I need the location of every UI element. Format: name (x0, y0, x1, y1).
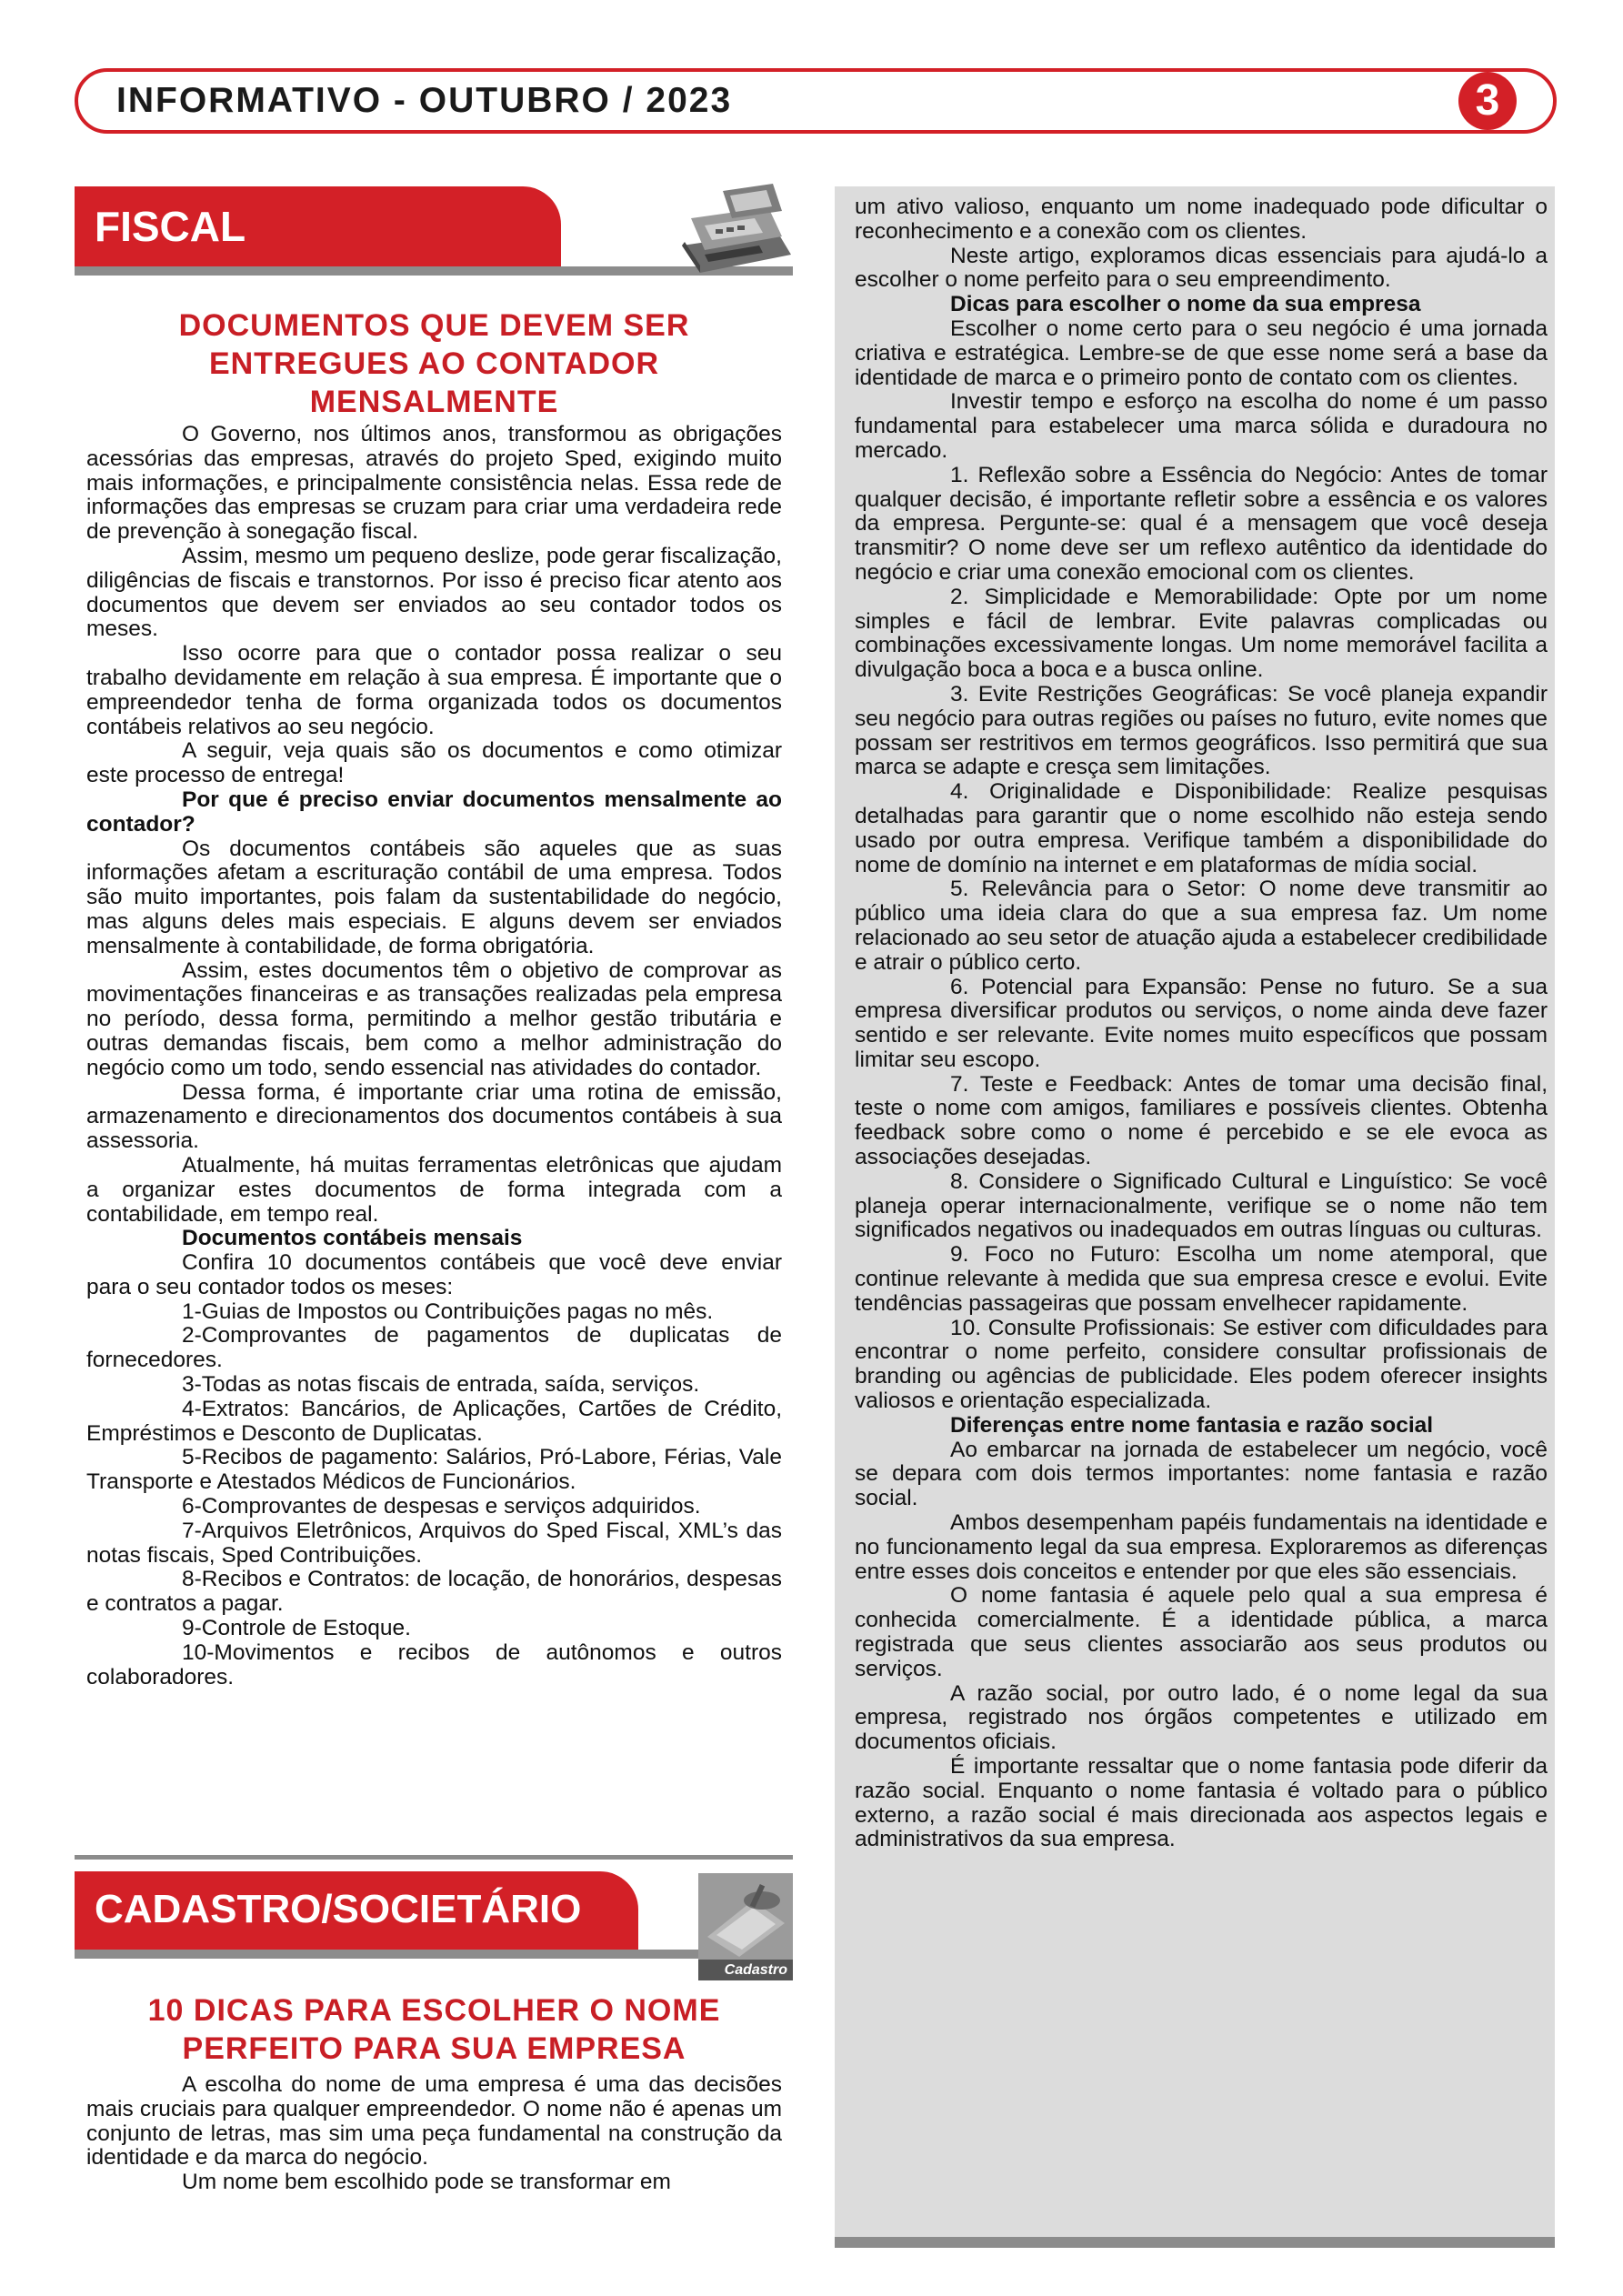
subheading: Por que é preciso enviar documentos mensalmente ao contador? (86, 787, 782, 837)
section-tab-fiscal (75, 186, 561, 266)
cadastro-icon-caption: Cadastro (698, 1960, 793, 1980)
list-item: 6. Potencial para Expansão: Pense no futuro. Se a sua empresa diversificar produtos ou serviços, o nome ainda deve fazer sentido e ser relevante. Evite nomes muito específicos que possam limitar seu escopo. (855, 974, 1548, 1072)
paragraph: Escolher o nome certo para o seu negócio é uma jornada criativa e estratégica. Lembre-se de que esse nome será a base da identidade de marca e o primeiro ponto de contato com os clientes. (855, 316, 1548, 390)
paragraph: Um nome bem escolhido pode se transformar em (182, 2170, 671, 2195)
subheading: Diferenças entre nome fantasia e razão social (950, 1412, 1434, 1438)
section-label-fiscal: FISCAL (95, 203, 246, 250)
subheading: Documentos contábeis mensais (182, 1226, 523, 1251)
list-item: 9-Controle de Estoque. (182, 1616, 411, 1641)
section-divider-cadastro (75, 1950, 793, 1959)
cadastro-article-body-right (855, 196, 1548, 1852)
list-item: 9. Foco no Futuro: Escolha um nome atemporal, que continue relevante à medida que sua empresa cresce e evolui. Evite tendências passageiras que possam envelhecer rapidamente. (855, 1242, 1548, 1316)
paragraph: O Governo, nos últimos anos, transformou as obrigações acessórias das empresas, através do projeto Sped, exigindo muito mais informações, e principalmente consistência nelas. Essa rede de informações das empresas se cruzam para criar uma verdadeira rede de prevenção à sonegação fiscal. (86, 422, 782, 545)
paragraph: Neste artigo, exploramos dicas essenciais para ajudá-lo a escolher o nome perfeito para o seu empreendimento. (855, 243, 1548, 293)
paragraph: Os documentos contábeis são aqueles que as suas informações afetam a escrituração contábil de uma empresa. Todos são muito importantes, pois falam da sustentabilidade do negócio, mas alguns deles mais especiais. E alguns devem ser enviados mensalmente à contabilidade, de forma obrigatória. (86, 836, 782, 958)
list-item: 2. Simplicidade e Memorabilidade: Opte por um nome simples e fácil de lembrar. Evite palavras complicadas ou combinações excessivamente longas. Um nome memorável facilita a divulgação boca a boca e a busca online. (855, 584, 1548, 683)
paragraph: Assim, mesmo um pequeno deslize, pode gerar fiscalização, diligências de fiscais e transtornos. Por isso é preciso ficar atento aos documentos que devem ser enviados ao seu contador todos os meses. (86, 543, 782, 642)
section-label-cadastro: CADASTRO/SOCIETÁRIO (95, 1887, 582, 1931)
list-item: 8. Considere o Significado Cultural e Linguístico: Se você planeja operar internacionalmente, verifique se o nome não tem significados negativos ou inadequados em outras línguas ou culturas. (855, 1168, 1548, 1243)
paragraph: um ativo valioso, enquanto um nome inadequado pode dificultar o reconhecimento e a conexão com os clientes. (855, 195, 1548, 244)
list-item: 4-Extratos: Bancários, de Aplicações, Cartões de Crédito, Empréstimos e Desconto de Duplicatas. (86, 1396, 782, 1446)
cash-register-icon (668, 182, 796, 277)
paragraph: Assim, estes documentos têm o objetivo de comprovar as movimentações financeiras e as transações realizadas pela empresa no período, dessa forma, permitindo a melhor gestão tributária e outras demandas fiscais, bem como a melhor administração do negócio como um todo, sendo essencial nas atividades do contador. (86, 958, 782, 1080)
paragraph: A razão social, por outro lado, é o nome legal da sua empresa, registrado nos órgãos competentes e utilizado em documentos oficiais. (855, 1680, 1548, 1755)
paragraph: Investir tempo e esforço na escolha do nome é um passo fundamental para estabelecer uma marca sólida e duradoura no mercado. (855, 389, 1548, 463)
list-item: 1-Guias de Impostos ou Contribuições pagas no mês. (182, 1298, 714, 1324)
paragraph: É importante ressaltar que o nome fantasia pode diferir da razão social. Enquanto o nome fantasia é voltado para o público externo, a razão social é mais direcionada aos aspectos legais e administrativos da sua empresa. (855, 1754, 1548, 1852)
list-item: 10-Movimentos e recibos de autônomos e outros colaboradores. (86, 1639, 782, 1689)
paragraph: Isso ocorre para que o contador possa realizar o seu trabalho devidamente em relação à sua empresa. É importante que o empreendedor tenha de forma organizada todos os documentos contábeis relativos ao seu negócio. (86, 641, 782, 739)
paragraph: Ao embarcar na jornada de estabelecer um negócio, você se depara com dois termos importantes: nome fantasia e razão social. (855, 1437, 1548, 1511)
list-item: 2-Comprovantes de pagamentos de duplicatas de fornecedores. (86, 1323, 782, 1373)
paragraph: Atualmente, há muitas ferramentas eletrônicas que ajudam a organizar estes documentos de forma integrada com a contabilidade, em tempo real. (86, 1152, 782, 1227)
list-item: 4. Originalidade e Disponibilidade: Realize pesquisas detalhadas para garantir que o nome escolhido não esteja sendo usado por outra empresa. Verifique também a disponibilidade do nome de domínio na internet e em plataformas de mídia social. (855, 779, 1548, 877)
paragraph: O nome fantasia é aquele pelo qual a sua empresa é conhecida comercialmente. É a identidade pública, a marca registrada que seus clientes associarão aos seus produtos ou serviços. (855, 1583, 1548, 1681)
paragraph: A escolha do nome de uma empresa é uma das decisões mais cruciais para qualquer empreendedor. O nome não é apenas um conjunto de letras, mas sim uma peça fundamental na construção da identidade e da marca do negócio. (86, 2072, 782, 2171)
list-item: 5. Relevância para o Setor: O nome deve transmitir ao público uma ideia clara do que a sua empresa faz. Um nome relacionado ao seu setor de atuação ajuda a estabelecer credibilidade e atrair o público certo. (855, 877, 1548, 975)
right-column-bottom-bar (835, 2237, 1555, 2248)
header-title: INFORMATIVO - OUTUBRO / 2023 (116, 81, 733, 120)
paragraph: A seguir, veja quais são os documentos e como otimizar este processo de entrega! (86, 738, 782, 788)
paragraph: Ambos desempenham papéis fundamentais na identidade e no funcionamento legal da sua empresa. Exploraremos as diferenças entre esses dois conceitos e entender por que eles são essenciais. (855, 1510, 1548, 1584)
list-item: 10. Consulte Profissionais: Se estiver com dificuldades para encontrar o nome perfeito, considere consultar profissionais de branding ou agências de publicidade. Eles podem oferecer insights valiosos e orientação especializada. (855, 1315, 1548, 1414)
cadastro-article-body-left (86, 2073, 782, 2195)
paragraph: Dessa forma, é importante criar uma rotina de emissão, armazenamento e direcionamentos dos documentos contábeis à sua assessoria. (86, 1079, 782, 1154)
list-item: 6-Comprovantes de despesas e serviços adquiridos. (182, 1494, 701, 1519)
list-item: 3. Evite Restrições Geográficas: Se você planeja expandir seu negócio para outras regiões ou países no futuro, evite nomes que possam ser restritivos em termos geográficos. Isso permitirá que sua marca se adapte e cresça sem limitações. (855, 681, 1548, 780)
fiscal-article-title: DOCUMENTOS QUE DEVEM SER ENTREGUES AO CONTADOR MENSALMENTE (178, 308, 690, 419)
page-number-badge: 3 (1458, 72, 1517, 130)
list-item: 7-Arquivos Eletrônicos, Arquivos do Sped Fiscal, XML’s das notas fiscais, Sped Contribuições. (86, 1518, 782, 1568)
list-item: 5-Recibos de pagamento: Salários, Pró-Labore, Férias, Vale Transporte e Atestados Médicos de Funcionários. (86, 1445, 782, 1495)
cadastro-article-title: 10 DICAS PARA ESCOLHER O NOME PERFEITO PARA SUA EMPRESA (147, 1993, 721, 2066)
section-tab-cadastro (75, 1871, 638, 1950)
subheading: Dicas para escolher o nome da sua empresa (950, 292, 1421, 317)
section-separator (75, 1855, 793, 1860)
paragraph: Confira 10 documentos contábeis que você deve enviar para o seu contador todos os meses: (86, 1250, 782, 1299)
list-item: 1. Reflexão sobre a Essência do Negócio: Antes de tomar qualquer decisão, é importante refletir sobre a essência e os valores da empresa. Pergunte-se: qual é a mensagem que você deseja transmitir? O nome deve ser um reflexo autêntico da identidade do negócio e criar uma conexão emocional com os clientes. (855, 462, 1548, 585)
list-item: 7. Teste e Feedback: Antes de tomar uma decisão final, teste o nome com amigos, familiares e possíveis clientes. Obtenha feedback sobre como o nome é percebido e se ele evoca as associações desejadas. (855, 1071, 1548, 1170)
list-item: 3-Todas as notas fiscais de entrada, saída, serviços. (182, 1372, 700, 1398)
cadastro-icon (698, 1873, 793, 1980)
fiscal-article-body (86, 423, 782, 1689)
page-header (75, 68, 1557, 134)
list-item: 8-Recibos e Contratos: de locação, de honorários, despesas e contratos a pagar. (86, 1567, 782, 1617)
